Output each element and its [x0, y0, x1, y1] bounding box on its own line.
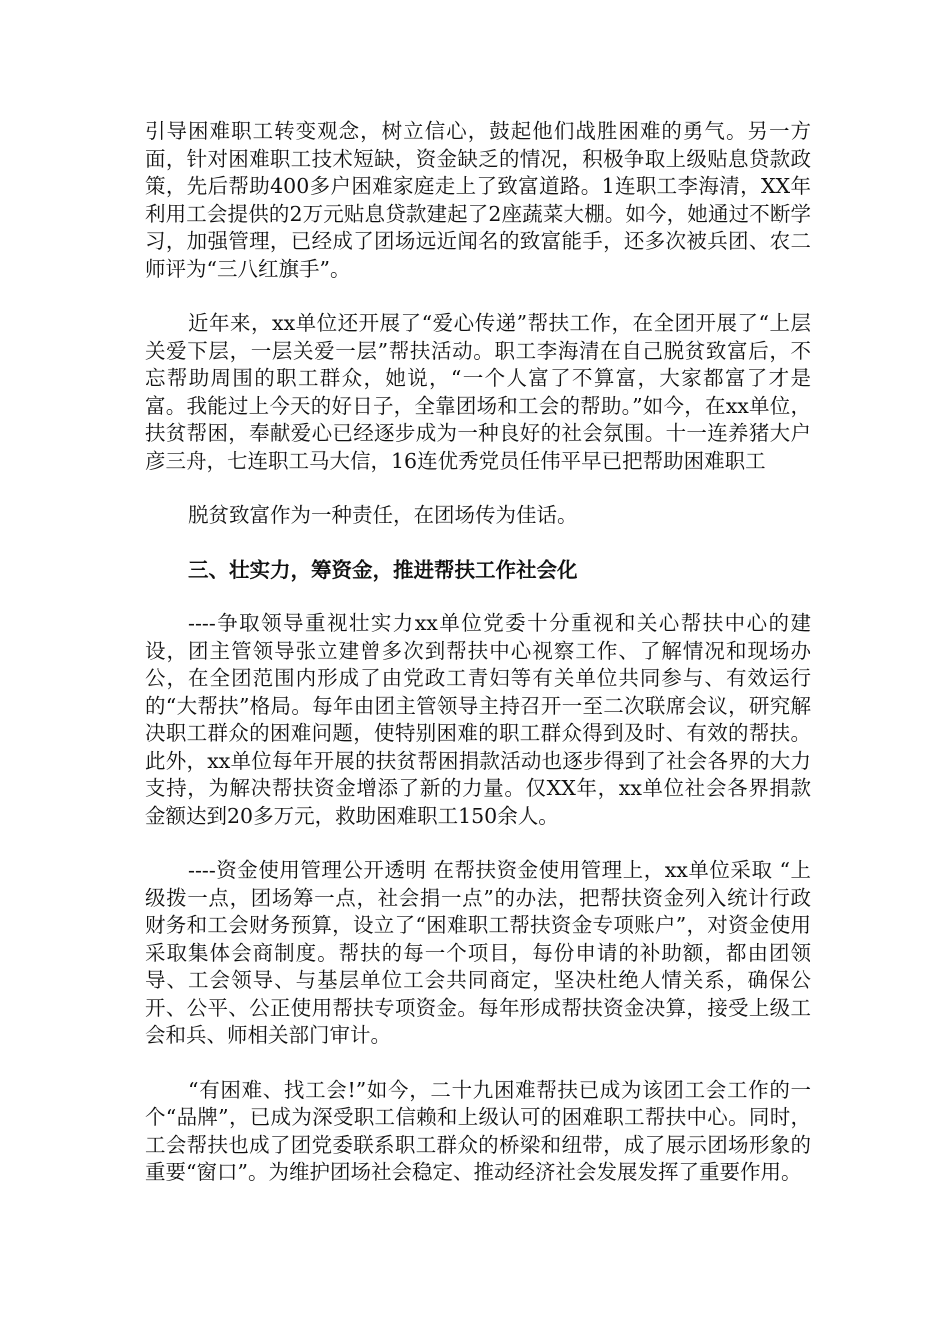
paragraph-3: 脱贫致富作为一种责任，在团场传为佳话。: [188, 503, 578, 527]
paragraph-6: “有困难、找工会!”如今，二十九困难帮扶已成为该团工会工作的一个“品牌”，已成为深受职工信赖和上级认可的困难职工帮扶中心。同时，工会帮扶也成了团党委联系职工群众的桥梁和纽带，成了展示团场形象的重要“窗口”。为维护团场社会稳定、推动经济社会发展发挥了重要作用。: [145, 1077, 811, 1184]
document-page: [145, 118, 811, 1214]
paragraph-4: ----争取领导重视壮实力xx单位党委十分重视和关心帮扶中心的建设，团主管领导张立建曾多次到帮扶中心视察工作、了解情况和现场办公，在全团范围内形成了由党政工青妇等有关单位共同参与、有效运行的“大帮扶”格局。每年由团主管领导主持召开一至二次联席会议，研究解决职工群众的困难问题，使特别困难的职工群众得到及时、有效的帮扶。此外，xx单位每年开展的扶贫帮困捐款活动也逐步得到了社会各界的大力支持，为解决帮扶资金增添了新的力量。仅XX年，xx单位社会各界捐款金额达到20多万元，救助困难职工150余人。: [145, 611, 811, 828]
paragraph-5: ----资金使用管理公开透明 在帮扶资金使用管理上，xx单位采取 “上级拨一点，团场筹一点，社会捐一点”的办法，把帮扶资金列入统计行政财务和工会财务预算，设立了“困难职工帮扶资金专项账户”，对资金使用采取集体会商制度。帮扶的每一个项目，每份申请的补助额，都由团领导、工会领导、与基层单位工会共同商定，坚决杜绝人情关系，确保公开、公平、公正使用帮扶专项资金。每年形成帮扶资金决算，接受上级工会和兵、师相关部门审计。: [145, 858, 811, 1047]
paragraph-1: 引导困难职工转变观念，树立信心，鼓起他们战胜困难的勇气。另一方面，针对困难职工技术短缺，资金缺乏的情况，积极争取上级贴息贷款政策，先后帮助400多户困难家庭走上了致富道路。1连职工李海清，XX年利用工会提供的2万元贴息贷款建起了2座蔬菜大棚。如今，她通过不断学习，加强管理，已经成了团场远近闻名的致富能手，还多次被兵团、农二师评为“三八红旗手”。: [145, 119, 811, 281]
paragraph-2: 近年来，xx单位还开展了“爱心传递”帮扶工作，在全团开展了“上层关爱下层，一层关爱一层”帮扶活动。职工李海清在自己脱贫致富后，不忘帮助周围的职工群众，她说，“一个人富了不算富，大家都富了才是富。我能过上今天的好日子，全靠团场和工会的帮助。”如今，在xx单位，扶贫帮困，奉献爱心已经逐步成为一种良好的社会氛围。十一连养猪大户彦三舟，七连职工马大信，16连优秀党员任伟平早已把帮助困难职工: [145, 311, 811, 473]
section-heading: 三、壮实力，筹资金，推进帮扶工作社会化: [188, 557, 578, 582]
